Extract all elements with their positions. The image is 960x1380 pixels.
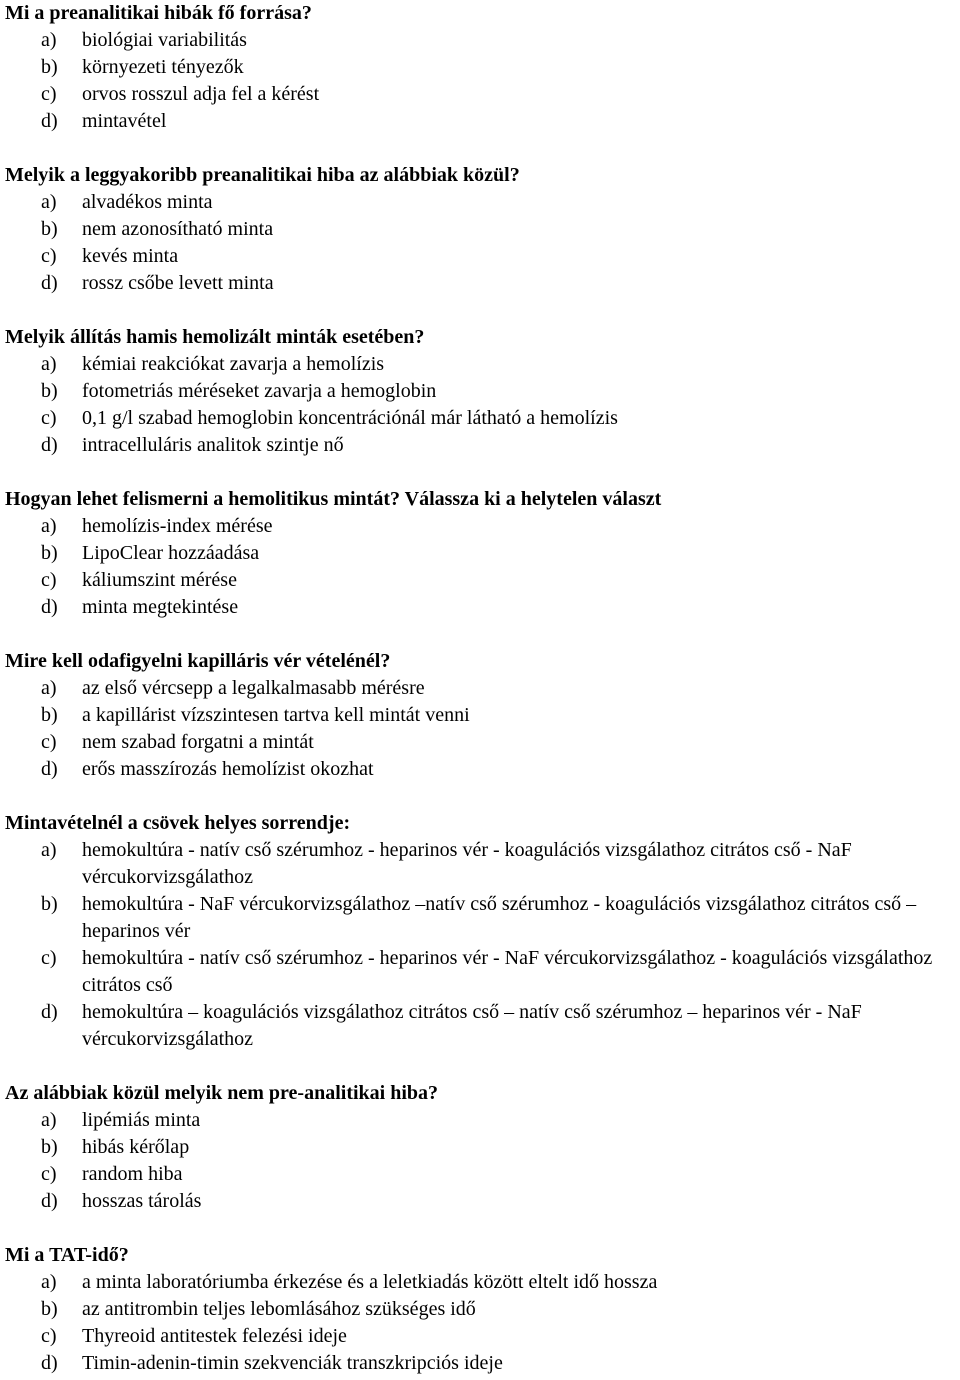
answer-options xyxy=(5,189,960,297)
option-letter: d) xyxy=(41,596,58,618)
option-letter: a) xyxy=(41,353,57,375)
option-text: a kapillárist vízszintesen tartva kell mintát venni xyxy=(82,704,470,726)
answer-option xyxy=(5,567,960,594)
option-text: az antitrombin teljes lebomlásához szükséges idő xyxy=(82,1298,476,1320)
option-text: 0,1 g/l szabad hemoglobin koncentrációnál már látható a hemolízis xyxy=(82,407,618,429)
answer-option xyxy=(5,351,960,378)
option-text: intracelluláris analitok szintje nő xyxy=(82,434,344,456)
option-text: az első vércsepp a legalkalmasabb mérésre xyxy=(82,677,425,699)
answer-options xyxy=(5,675,960,783)
question-6 xyxy=(5,810,960,1053)
question-title: Mi a TAT-idő? xyxy=(5,1244,129,1266)
answer-options xyxy=(5,1107,960,1215)
option-text: kevés minta xyxy=(82,245,179,267)
answer-options xyxy=(5,27,960,135)
answer-option xyxy=(5,1188,960,1215)
option-text: a minta laboratóriumba érkezése és a leletkiadás között eltelt idő hossza xyxy=(82,1271,658,1293)
answer-option xyxy=(5,1296,960,1323)
answer-option xyxy=(5,999,960,1053)
question-title: Mi a preanalitikai hibák fő forrása? xyxy=(5,2,312,24)
answer-options xyxy=(5,351,960,459)
option-letter: a) xyxy=(41,29,57,51)
option-text: Thyreoid antitestek felezési ideje xyxy=(82,1325,347,1347)
option-text: környezeti tényezők xyxy=(82,56,244,78)
option-text: Timin-adenin-timin szekvenciák transzkripciós ideje xyxy=(82,1352,503,1374)
option-letter: c) xyxy=(41,1163,57,1185)
answer-option xyxy=(5,729,960,756)
option-letter: d) xyxy=(41,110,58,132)
option-text: nem szabad forgatni a mintát xyxy=(82,731,314,753)
option-letter: d) xyxy=(41,272,58,294)
answer-option xyxy=(5,378,960,405)
question-1 xyxy=(5,0,960,135)
option-letter: c) xyxy=(41,83,57,105)
answer-options xyxy=(5,1269,960,1377)
answer-option xyxy=(5,1134,960,1161)
option-letter: a) xyxy=(41,1109,57,1131)
option-letter: b) xyxy=(41,218,58,240)
answer-option xyxy=(5,1323,960,1350)
answer-option xyxy=(5,891,960,945)
question-7 xyxy=(5,1080,960,1215)
option-letter: a) xyxy=(41,839,57,861)
answer-options xyxy=(5,837,960,1053)
answer-option xyxy=(5,270,960,297)
option-letter: c) xyxy=(41,947,57,969)
answer-option xyxy=(5,27,960,54)
option-letter: b) xyxy=(41,380,58,402)
answer-option xyxy=(5,837,960,891)
option-text: hemokultúra - NaF vércukorvizsgálathoz –natív cső szérumhoz - koagulációs vizsgálathoz citrátos cső – heparinos vér xyxy=(82,893,917,942)
option-letter: b) xyxy=(41,704,58,726)
option-letter: d) xyxy=(41,1001,58,1023)
option-letter: b) xyxy=(41,56,58,78)
answer-option xyxy=(5,513,960,540)
answer-option xyxy=(5,540,960,567)
question-3 xyxy=(5,324,960,459)
answer-option xyxy=(5,405,960,432)
question-8 xyxy=(5,1242,960,1377)
question-title: Az alábbiak közül melyik nem pre-analitikai hiba? xyxy=(5,1082,439,1104)
option-text: rossz csőbe levett minta xyxy=(82,272,274,294)
answer-option xyxy=(5,189,960,216)
answer-option xyxy=(5,216,960,243)
option-text: mintavétel xyxy=(82,110,167,132)
question-title: Hogyan lehet felismerni a hemolitikus mintát? Válassza ki a helytelen választ xyxy=(5,488,662,510)
answer-option xyxy=(5,945,960,999)
question-title: Mintavételnél a csövek helyes sorrendje: xyxy=(5,812,351,834)
answer-option xyxy=(5,756,960,783)
question-2 xyxy=(5,162,960,297)
option-letter: c) xyxy=(41,731,57,753)
question-5 xyxy=(5,648,960,783)
option-text: káliumszint mérése xyxy=(82,569,237,591)
option-text: alvadékos minta xyxy=(82,191,213,213)
option-text: hemolízis-index mérése xyxy=(82,515,273,537)
answer-option xyxy=(5,594,960,621)
option-text: hosszas tárolás xyxy=(82,1190,202,1212)
answer-option xyxy=(5,675,960,702)
option-text: minta megtekintése xyxy=(82,596,239,618)
option-letter: a) xyxy=(41,1271,57,1293)
option-letter: d) xyxy=(41,1352,58,1374)
option-letter: c) xyxy=(41,407,57,429)
option-text: erős masszírozás hemolízist okozhat xyxy=(82,758,374,780)
answer-option xyxy=(5,1350,960,1377)
option-letter: b) xyxy=(41,1136,58,1158)
option-letter: a) xyxy=(41,677,57,699)
option-letter: d) xyxy=(41,434,58,456)
option-letter: b) xyxy=(41,893,58,915)
question-4 xyxy=(5,486,960,621)
option-letter: d) xyxy=(41,758,58,780)
option-text: hemokultúra - natív cső szérumhoz - heparinos vér - NaF vércukorvizsgálathoz - koagulációs vizsgálathoz citrátos cső xyxy=(82,947,933,996)
option-text: random hiba xyxy=(82,1163,183,1185)
option-text: hibás kérőlap xyxy=(82,1136,190,1158)
option-letter: c) xyxy=(41,569,57,591)
option-letter: a) xyxy=(41,191,57,213)
option-letter: b) xyxy=(41,542,58,564)
answer-option xyxy=(5,1107,960,1134)
option-text: LipoClear hozzáadása xyxy=(82,542,260,564)
question-title: Melyik a leggyakoribb preanalitikai hiba az alábbiak közül? xyxy=(5,164,520,186)
answer-options xyxy=(5,513,960,621)
answer-option xyxy=(5,1269,960,1296)
question-title: Melyik állítás hamis hemolizált minták esetében? xyxy=(5,326,425,348)
option-letter: b) xyxy=(41,1298,58,1320)
answer-option xyxy=(5,81,960,108)
option-text: fotometriás méréseket zavarja a hemoglobin xyxy=(82,380,437,402)
option-text: biológiai variabilitás xyxy=(82,29,247,51)
option-text: nem azonosítható minta xyxy=(82,218,274,240)
option-letter: d) xyxy=(41,1190,58,1212)
answer-option xyxy=(5,432,960,459)
option-letter: c) xyxy=(41,245,57,267)
question-title: Mire kell odafigyelni kapilláris vér vételénél? xyxy=(5,650,391,672)
answer-option xyxy=(5,243,960,270)
option-letter: a) xyxy=(41,515,57,537)
answer-option xyxy=(5,702,960,729)
option-text: kémiai reakciókat zavarja a hemolízis xyxy=(82,353,385,375)
option-text: hemokultúra - natív cső szérumhoz - heparinos vér - koagulációs vizsgálathoz citrátos cső - NaF vércukorvizsgálathoz xyxy=(82,839,852,888)
answer-option xyxy=(5,108,960,135)
answer-option xyxy=(5,54,960,81)
answer-option xyxy=(5,1161,960,1188)
option-text: hemokultúra – koagulációs vizsgálathoz citrátos cső – natív cső szérumhoz – heparinos vér - NaF vércukorvizsgálathoz xyxy=(82,1001,862,1050)
option-text: lipémiás minta xyxy=(82,1109,201,1131)
option-letter: c) xyxy=(41,1325,57,1347)
option-text: orvos rosszul adja fel a kérést xyxy=(82,83,320,105)
